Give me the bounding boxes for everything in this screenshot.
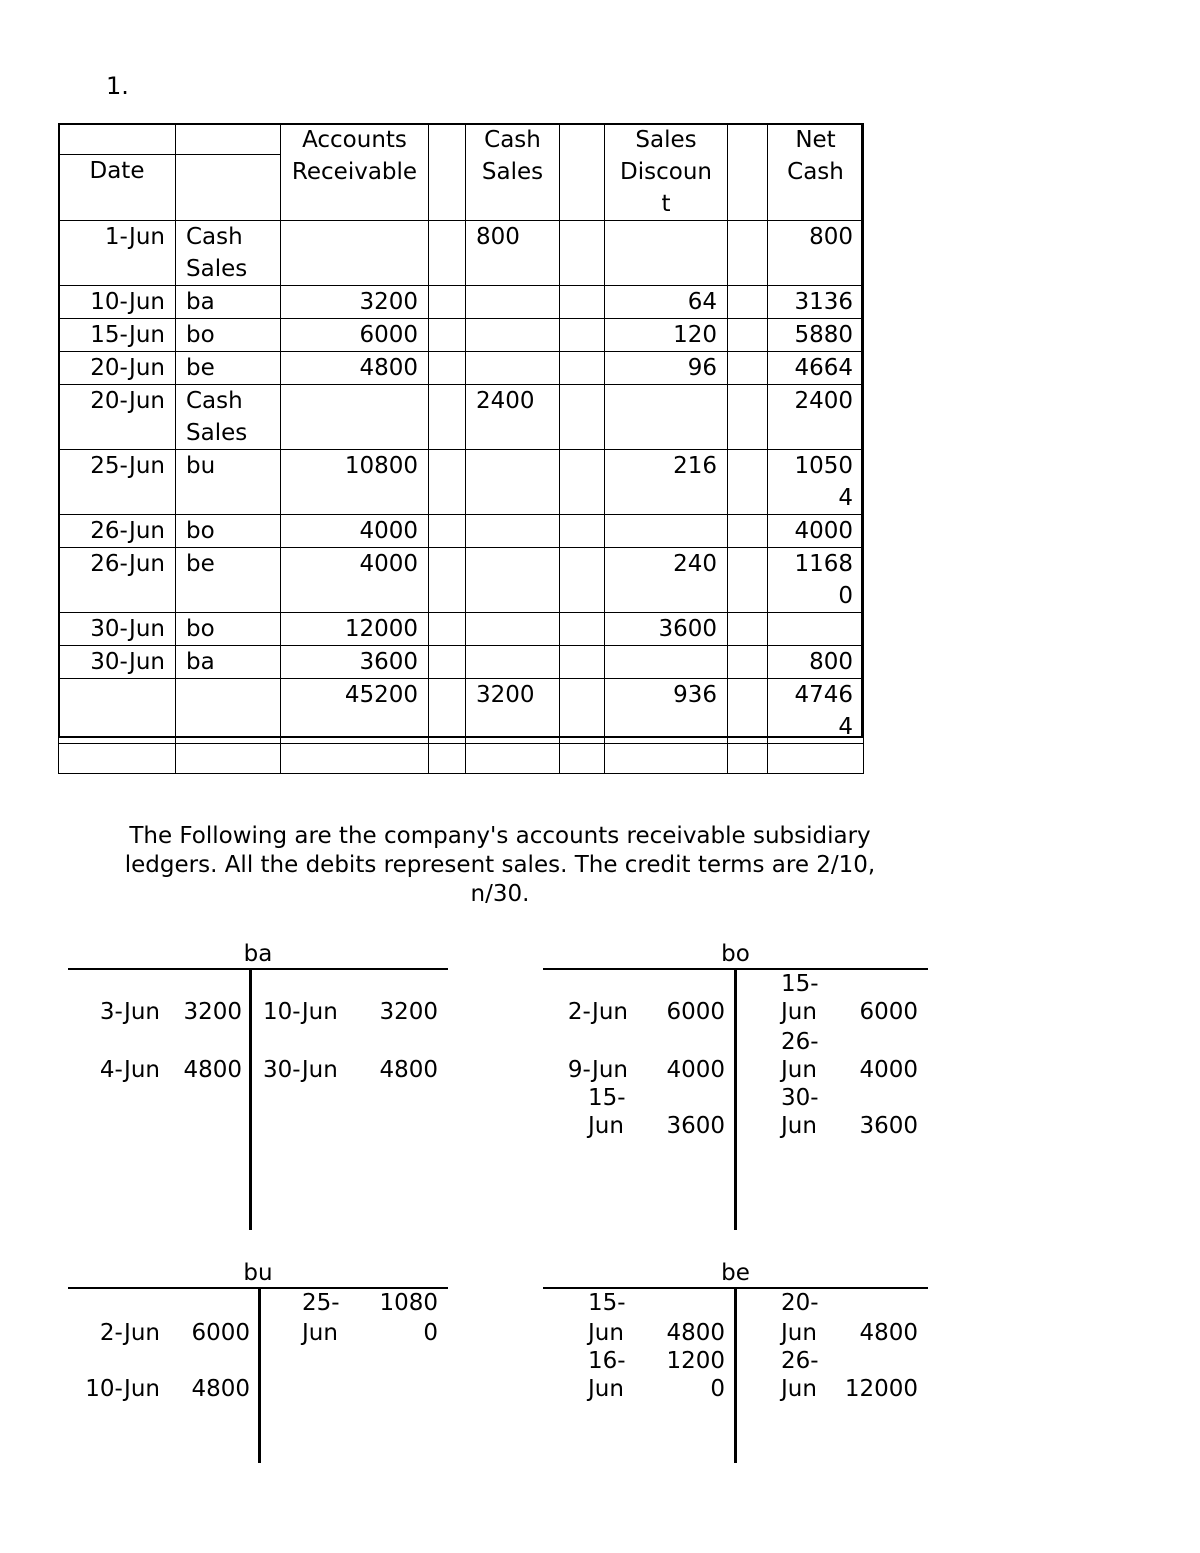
journal-sales-discount-cell: 3600 — [605, 613, 728, 646]
journal-net-cash-cell: 800 — [768, 221, 864, 286]
journal-spacer-cell — [728, 221, 768, 286]
bu-debit-date: 10-Jun — [85, 1376, 160, 1402]
journal-spacer-cell — [728, 385, 768, 450]
journal-accounts-receivable-cell — [281, 221, 429, 286]
journal-row — [59, 679, 864, 744]
journal-spacer-cell — [560, 646, 605, 679]
journal-row — [59, 352, 864, 385]
journal-accounts-receivable-cell: 10800 — [281, 450, 429, 515]
t-account-title: bo — [721, 941, 750, 967]
header-accounts-receivable: Accounts Receivable — [281, 124, 429, 221]
be-credit-date: 20- — [781, 1290, 819, 1316]
t-account-divider — [734, 1287, 737, 1463]
header-cash-sales: Cash Sales — [466, 124, 560, 221]
journal-spacer-cell — [728, 613, 768, 646]
bo-credit-date: 26- — [781, 1029, 819, 1055]
journal-date-cell: 26-Jun — [59, 548, 176, 613]
journal-spacer-cell — [560, 450, 605, 515]
journal-spacer-cell — [728, 450, 768, 515]
journal-cash-sales-cell: 3200 — [466, 679, 560, 744]
bo-credit-date: 30- — [781, 1085, 819, 1111]
journal-date-cell — [59, 679, 176, 744]
journal-net-cash-cell: 2400 — [768, 385, 864, 450]
journal-cash-sales-cell — [466, 286, 560, 319]
journal-sales-discount-cell: 120 — [605, 319, 728, 352]
t-account-bu — [68, 1259, 448, 1464]
journal-description-cell — [176, 679, 281, 744]
journal-accounts-receivable-cell: 6000 — [281, 319, 429, 352]
t-account-title: bu — [243, 1260, 273, 1286]
journal-spacer-cell — [728, 679, 768, 744]
bu-debit-date: 2-Jun — [99, 1320, 160, 1346]
journal-net-cash-cell — [768, 613, 864, 646]
journal-spacer-cell — [429, 450, 466, 515]
be-debit-amount: 0 — [710, 1376, 725, 1402]
journal-spacer-cell — [429, 352, 466, 385]
journal-description-cell: ba — [176, 646, 281, 679]
journal-sales-discount-cell: 216 — [605, 450, 728, 515]
be-credit-amount: 4800 — [859, 1320, 918, 1346]
be-debit-amount: 4800 — [666, 1320, 725, 1346]
journal-spacer-cell — [728, 515, 768, 548]
be-credit-date: Jun — [781, 1320, 817, 1346]
t-account-divider — [258, 1287, 261, 1463]
journal-accounts-receivable-cell: 4000 — [281, 515, 429, 548]
bo-credit-amount: 6000 — [859, 999, 918, 1025]
t-account-divider — [249, 968, 252, 1230]
header-row-top — [59, 124, 864, 155]
journal-sales-discount-cell — [605, 385, 728, 450]
journal-net-cash-cell: 4000 — [768, 515, 864, 548]
journal-net-cash-cell: 5880 — [768, 319, 864, 352]
journal-net-cash-cell: 3136 — [768, 286, 864, 319]
ba-debit-amount: 3200 — [183, 999, 242, 1025]
journal-spacer-cell — [728, 548, 768, 613]
journal-description-cell: bo — [176, 515, 281, 548]
journal-sales-discount-cell — [605, 515, 728, 548]
journal-spacer-cell — [560, 319, 605, 352]
bu-debit-amount: 6000 — [191, 1320, 250, 1346]
journal-spacer-cell — [560, 286, 605, 319]
journal-date-cell: 20-Jun — [59, 352, 176, 385]
journal-date-cell: 20-Jun — [59, 385, 176, 450]
t-account-title: ba — [243, 941, 273, 967]
bu-debit-amount: 4800 — [191, 1376, 250, 1402]
journal-empty-row — [59, 744, 864, 774]
bu-credit-date: Jun — [302, 1320, 338, 1346]
t-account-bo — [543, 940, 928, 1230]
bo-credit-date: Jun — [781, 1057, 817, 1083]
journal-spacer-cell — [560, 385, 605, 450]
instructions-paragraph: The Following are the company's accounts receivable subsidiary ledgers. All the debits represent sales. The credit terms are 2/10, n/30. — [124, 823, 876, 907]
journal-row — [59, 646, 864, 679]
journal-spacer-cell — [429, 646, 466, 679]
journal-sales-discount-cell: 96 — [605, 352, 728, 385]
journal-spacer-cell — [560, 679, 605, 744]
journal-spacer-cell — [429, 679, 466, 744]
journal-spacer-cell — [429, 286, 466, 319]
journal-cash-sales-cell: 800 — [466, 221, 560, 286]
journal-spacer-cell — [429, 515, 466, 548]
journal-cash-sales-cell — [466, 352, 560, 385]
journal-row — [59, 286, 864, 319]
journal-net-cash-cell: 1168 0 — [768, 548, 864, 613]
journal-spacer-cell — [560, 548, 605, 613]
journal-date-cell: 30-Jun — [59, 646, 176, 679]
journal-description-cell: be — [176, 548, 281, 613]
be-debit-date: Jun — [588, 1320, 624, 1346]
journal-spacer-cell — [728, 352, 768, 385]
bo-debit-amount: 6000 — [666, 999, 725, 1025]
journal-cash-sales-cell — [466, 515, 560, 548]
header-date: Date — [59, 154, 176, 220]
bo-credit-date: Jun — [781, 1113, 817, 1139]
journal-date-cell: 30-Jun — [59, 613, 176, 646]
be-debit-date: 16- — [588, 1348, 626, 1374]
journal-spacer-cell — [429, 613, 466, 646]
journal-accounts-receivable-cell: 12000 — [281, 613, 429, 646]
journal-sales-discount-cell — [605, 221, 728, 286]
bu-credit-amount: 0 — [423, 1320, 438, 1346]
journal-date-cell: 15-Jun — [59, 319, 176, 352]
journal-description-cell: bu — [176, 450, 281, 515]
ba-debit-date: 4-Jun — [99, 1057, 160, 1083]
journal-cash-sales-cell — [466, 450, 560, 515]
bu-credit-date: 25- — [302, 1290, 340, 1316]
bo-credit-date: Jun — [781, 999, 817, 1025]
bo-credit-amount: 4000 — [859, 1057, 918, 1083]
be-debit-date: 15- — [588, 1290, 626, 1316]
bo-debit-date: 2-Jun — [567, 999, 628, 1025]
bo-debit-amount: 4000 — [666, 1057, 725, 1083]
journal-spacer-cell — [560, 352, 605, 385]
journal-description-cell: Cash Sales — [176, 385, 281, 450]
section-number: 1. — [106, 72, 129, 100]
bu-credit-amount: 1080 — [379, 1290, 438, 1316]
journal-spacer-cell — [429, 221, 466, 286]
journal-spacer-cell — [560, 515, 605, 548]
journal-spacer-cell — [560, 221, 605, 286]
ba-credit-amount: 4800 — [379, 1057, 438, 1083]
journal-accounts-receivable-cell: 45200 — [281, 679, 429, 744]
journal-row — [59, 450, 864, 515]
be-credit-date: 26- — [781, 1348, 819, 1374]
journal-date-cell: 10-Jun — [59, 286, 176, 319]
journal-row — [59, 221, 864, 286]
journal-accounts-receivable-cell: 4000 — [281, 548, 429, 613]
journal-accounts-receivable-cell: 3600 — [281, 646, 429, 679]
t-account-title: be — [721, 1260, 750, 1286]
journal-net-cash-cell: 4664 — [768, 352, 864, 385]
journal-date-cell: 1-Jun — [59, 221, 176, 286]
journal-row — [59, 548, 864, 613]
be-credit-amount: 12000 — [844, 1376, 918, 1402]
be-credit-date: Jun — [781, 1376, 817, 1402]
journal-accounts-receivable-cell — [281, 385, 429, 450]
ba-debit-date: 3-Jun — [99, 999, 160, 1025]
journal-cash-sales-cell — [466, 319, 560, 352]
journal-row — [59, 515, 864, 548]
journal-cash-sales-cell — [466, 548, 560, 613]
journal-sales-discount-cell: 936 — [605, 679, 728, 744]
be-debit-date: Jun — [588, 1376, 624, 1402]
journal-cash-sales-cell: 2400 — [466, 385, 560, 450]
journal-spacer-cell — [429, 385, 466, 450]
journal-row — [59, 613, 864, 646]
journal-date-cell: 26-Jun — [59, 515, 176, 548]
header-net-cash: Net Cash — [768, 124, 864, 221]
header-sales-discount: Sales Discoun t — [605, 124, 728, 221]
journal-row — [59, 319, 864, 352]
t-account-be — [543, 1259, 928, 1464]
ba-credit-date: 10-Jun — [263, 999, 338, 1025]
journal-description-cell: bo — [176, 613, 281, 646]
journal-net-cash-cell: 800 — [768, 646, 864, 679]
journal-row — [59, 385, 864, 450]
journal-spacer-cell — [560, 613, 605, 646]
t-account-ba — [68, 940, 448, 1230]
ba-credit-amount: 3200 — [379, 999, 438, 1025]
journal-spacer-cell — [429, 319, 466, 352]
ba-credit-date: 30-Jun — [263, 1057, 338, 1083]
journal-spacer-cell — [728, 319, 768, 352]
bo-debit-date: 15- — [588, 1085, 626, 1111]
t-account-top-rule — [68, 968, 448, 970]
journal-spacer-cell — [728, 646, 768, 679]
journal-sales-discount-cell — [605, 646, 728, 679]
journal-description-cell: be — [176, 352, 281, 385]
journal-description-cell: Cash Sales — [176, 221, 281, 286]
journal-spacer-cell — [429, 548, 466, 613]
ba-debit-amount: 4800 — [183, 1057, 242, 1083]
cash-receipts-journal — [58, 123, 864, 774]
bo-debit-date: 9-Jun — [567, 1057, 628, 1083]
journal-description-cell: ba — [176, 286, 281, 319]
t-account-divider — [734, 968, 737, 1230]
bo-debit-date: Jun — [588, 1113, 624, 1139]
bo-credit-amount: 3600 — [859, 1113, 918, 1139]
bo-credit-date: 15- — [781, 971, 819, 997]
journal-date-cell: 25-Jun — [59, 450, 176, 515]
journal-sales-discount-cell: 240 — [605, 548, 728, 613]
journal-sales-discount-cell: 64 — [605, 286, 728, 319]
bo-debit-amount: 3600 — [666, 1113, 725, 1139]
journal-accounts-receivable-cell: 4800 — [281, 352, 429, 385]
journal-accounts-receivable-cell: 3200 — [281, 286, 429, 319]
journal-net-cash-cell: 1050 4 — [768, 450, 864, 515]
journal-description-cell: bo — [176, 319, 281, 352]
be-debit-amount: 1200 — [666, 1348, 725, 1374]
journal-cash-sales-cell — [466, 646, 560, 679]
journal-net-cash-cell: 4746 4 — [768, 679, 864, 744]
journal-spacer-cell — [728, 286, 768, 319]
journal-cash-sales-cell — [466, 613, 560, 646]
